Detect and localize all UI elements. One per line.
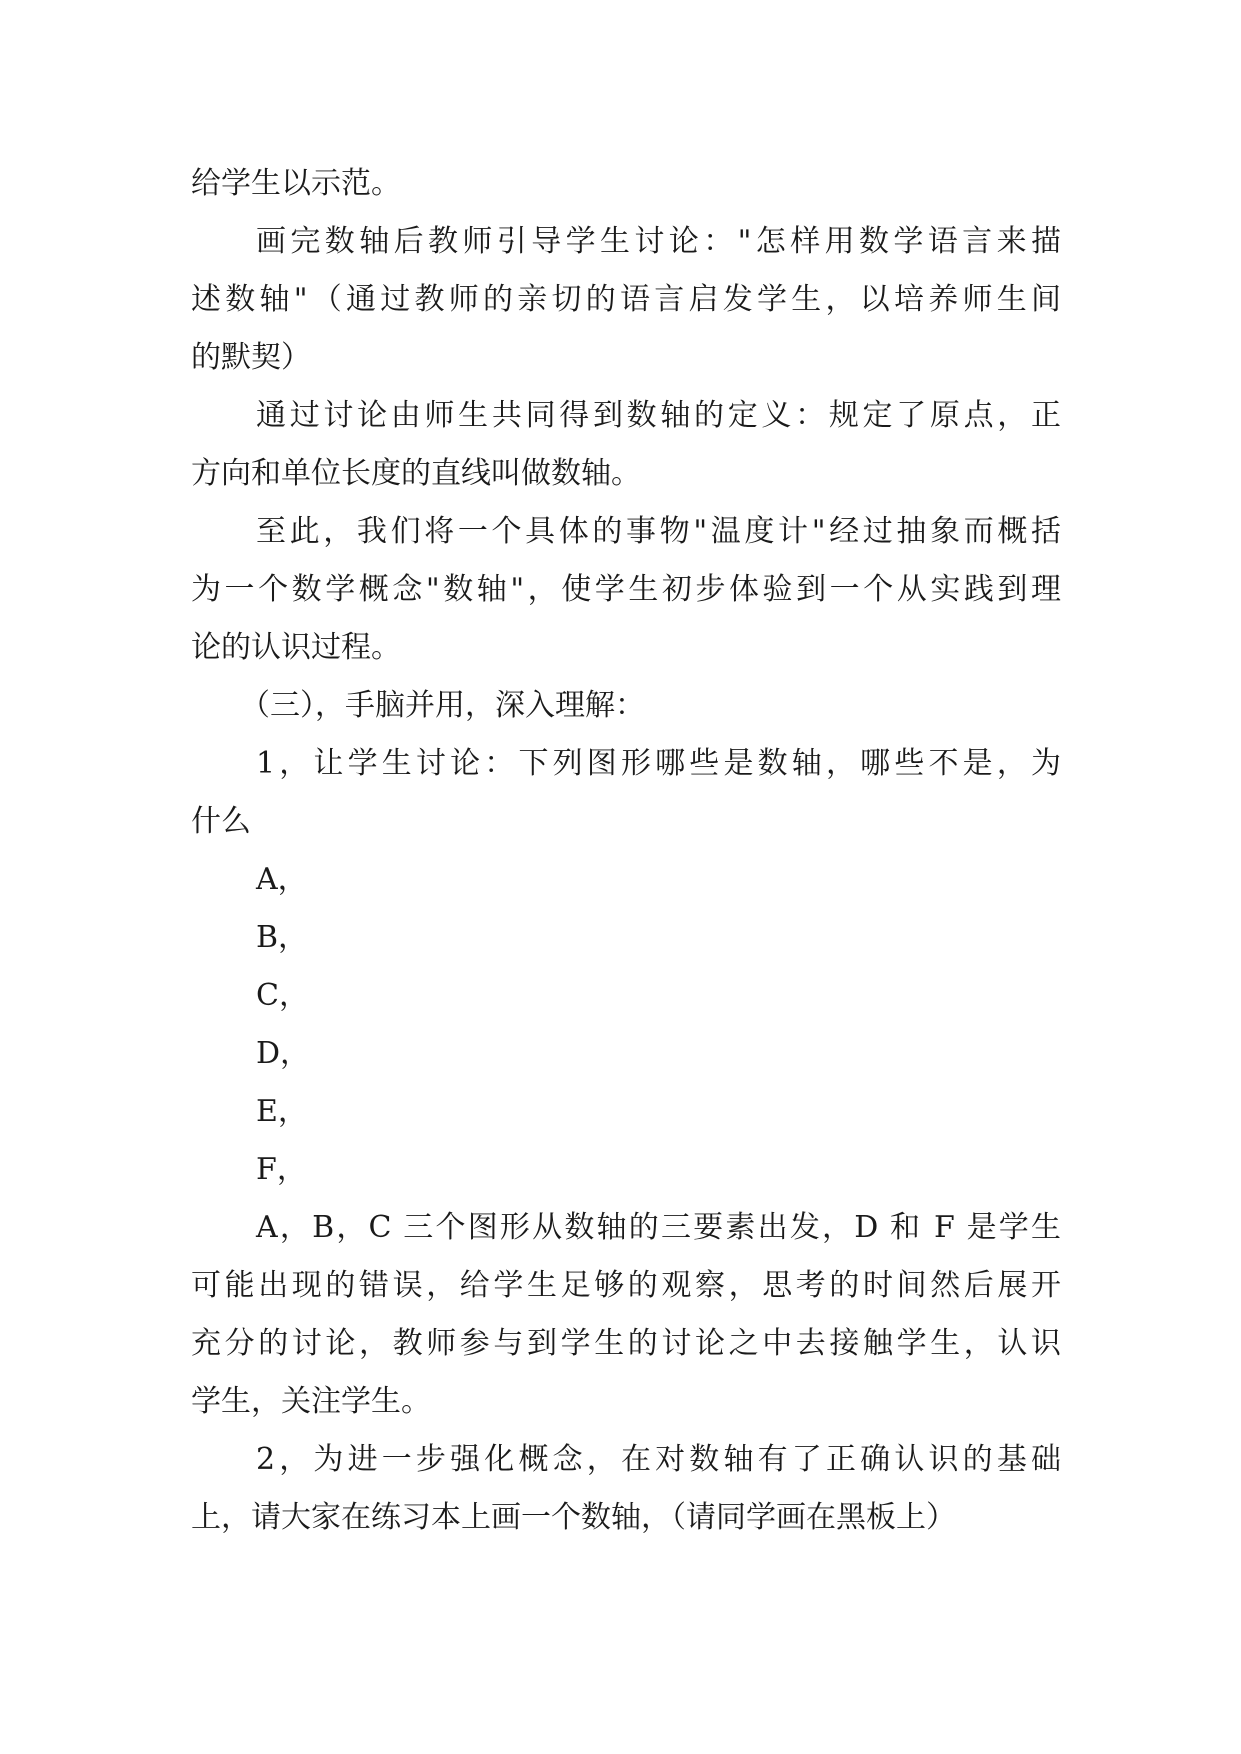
text-line: 上，请大家在练习本上画一个数轴，（请同学画在黑板上） bbox=[191, 1500, 956, 1535]
text-line: 画完数轴后教师引导学生讨论："怎样用数学语言来描 bbox=[256, 224, 1061, 259]
option-label-b: B， bbox=[256, 920, 309, 955]
text-line: 1，让学生讨论：下列图形哪些是数轴，哪些不是，为 bbox=[256, 746, 1061, 781]
text-line: 什么 bbox=[191, 804, 251, 839]
text-line: 通过讨论由师生共同得到数轴的定义：规定了原点，正 bbox=[256, 398, 1061, 433]
text-line: 至此，我们将一个具体的事物"温度计"经过抽象而概括 bbox=[256, 514, 1061, 549]
option-label-c: C， bbox=[256, 978, 309, 1013]
option-label-e: E， bbox=[256, 1094, 308, 1129]
option-label-a: A， bbox=[256, 862, 308, 897]
text-line: 可能出现的错误，给学生足够的观察，思考的时间然后展开 bbox=[191, 1268, 1061, 1303]
text-line: 的默契） bbox=[191, 340, 311, 375]
section-heading: （三），手脑并用，深入理解： bbox=[240, 688, 645, 723]
option-label-f: F， bbox=[256, 1152, 307, 1187]
text-line: 论的认识过程。 bbox=[191, 630, 401, 665]
text-line: A，B，C 三个图形从数轴的三要素出发，D 和 F 是学生 bbox=[256, 1210, 1061, 1245]
text-line: 2，为进一步强化概念，在对数轴有了正确认识的基础 bbox=[256, 1442, 1061, 1477]
text-line: 学生，关注学生。 bbox=[191, 1384, 431, 1419]
text-line: 为一个数学概念"数轴"，使学生初步体验到一个从实践到理 bbox=[191, 572, 1061, 607]
text-line: 述数轴"（通过教师的亲切的语言启发学生，以培养师生间 bbox=[191, 282, 1061, 317]
text-line: 充分的讨论，教师参与到学生的讨论之中去接触学生，认识 bbox=[191, 1326, 1061, 1361]
option-label-d: D， bbox=[256, 1036, 311, 1071]
text-line: 方向和单位长度的直线叫做数轴。 bbox=[191, 456, 641, 491]
text-line: 给学生以示范。 bbox=[191, 166, 401, 201]
